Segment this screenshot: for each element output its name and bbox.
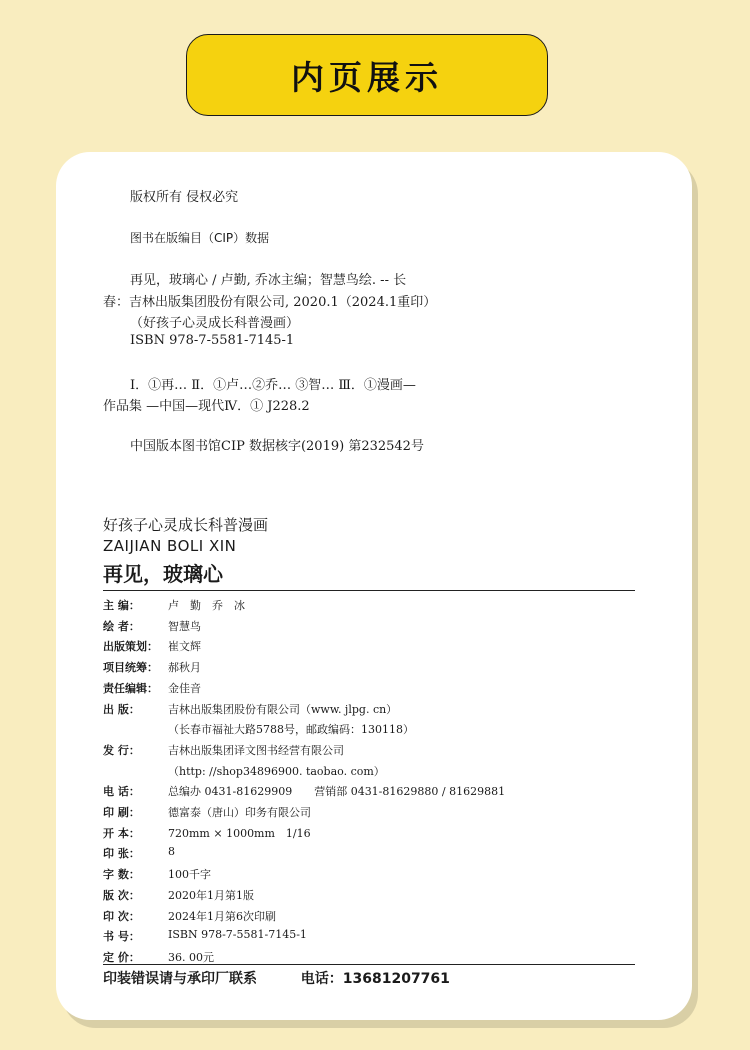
colophon-label: 字 数： xyxy=(103,868,140,881)
colophon-value: 100千字 xyxy=(168,868,211,881)
colophon-row xyxy=(103,659,201,675)
colophon-value: 德富泰（唐山）印务有限公司 xyxy=(168,806,311,819)
colophon-label: 定 价： xyxy=(103,951,140,964)
cip-class-line: Ⅰ．①再… Ⅱ．①卢…②乔… ③智… Ⅲ．①漫画— xyxy=(130,378,416,393)
colophon-row xyxy=(103,804,311,820)
colophon-value: 8 xyxy=(168,845,175,858)
colophon-row xyxy=(103,908,276,924)
colophon-row xyxy=(103,845,175,861)
cip-entry-line: 春：吉林出版集团股份有限公司, 2020.1（2024.1重印） xyxy=(103,295,437,310)
banner-title: 内页展示 xyxy=(291,57,443,97)
colophon-continuation: （http: //shop34896900. taobao. com） xyxy=(168,765,385,778)
colophon-value: 郝秋月 xyxy=(168,661,201,674)
colophon-label: 开 本： xyxy=(103,827,140,840)
colophon-label: 责任编辑： xyxy=(103,682,158,695)
colophon-continuation: （长春市福祉大路5788号，邮政编码：130118） xyxy=(168,723,414,736)
colophon-label: 项目统筹： xyxy=(103,661,158,674)
colophon-value: 吉林出版集团股份有限公司（www. jlpg. cn） xyxy=(168,703,398,716)
colophon-row xyxy=(103,742,344,758)
colophon-row xyxy=(103,825,311,841)
colophon-row xyxy=(103,618,201,634)
colophon-row xyxy=(103,638,201,654)
cip-entry-line: ISBN 978-7-5581-7145-1 xyxy=(130,333,295,348)
colophon-value: 36. 00元 xyxy=(168,951,214,964)
misprint-notice xyxy=(103,968,450,988)
colophon-label: 主 编： xyxy=(103,599,140,612)
cip-entry-line: （好孩子心灵成长科普漫画） xyxy=(130,316,300,331)
colophon-value: 卢 勤 乔 冰 xyxy=(168,599,245,612)
colophon-label: 绘 者： xyxy=(103,620,140,633)
colophon-label: 印 刷： xyxy=(103,806,140,819)
colophon-value: 2020年1月第1版 xyxy=(168,889,254,902)
rights-notice: 版权所有 侵权必究 xyxy=(130,190,239,205)
colophon-row xyxy=(103,949,214,965)
colophon-label: 版 次： xyxy=(103,889,140,902)
colophon-row xyxy=(103,783,505,799)
cip-class-line: 作品集 —中国—现代Ⅳ．① J228.2 xyxy=(103,399,310,414)
colophon-row xyxy=(103,680,201,696)
colophon-label: 电 话： xyxy=(103,785,140,798)
colophon-value: 总编办 0431-81629909 营销部 0431-81629880 / 81629881 xyxy=(168,785,506,798)
colophon-label: 出版策划： xyxy=(103,640,158,653)
misprint-text: 印装错误请与承印厂联系 xyxy=(103,971,257,987)
colophon-value: 720mm × 1000mm 1/16 xyxy=(168,827,311,840)
cip-entry-line: 再见，玻璃心 / 卢勤, 乔冰主编；智慧鸟绘. -- 长 xyxy=(130,273,407,288)
colophon-label: 书 号： xyxy=(103,930,140,943)
colophon-label: 发 行： xyxy=(103,744,140,757)
colophon-row xyxy=(103,597,245,613)
colophon-value: 2024年1月第6次印刷 xyxy=(168,910,276,923)
colophon-value: 吉林出版集团译文图书经营有限公司 xyxy=(168,744,344,757)
colophon-row xyxy=(103,701,397,717)
cip-heading: 图书在版编目（CIP）数据 xyxy=(130,231,270,245)
colophon-value: 金佳音 xyxy=(168,682,201,695)
colophon-value: 崔文辉 xyxy=(168,640,201,653)
section-banner xyxy=(186,34,548,116)
colophon-row xyxy=(103,887,254,903)
colophon-label: 出 版： xyxy=(103,703,140,716)
book-title: 再见，玻璃心 xyxy=(103,562,223,586)
top-divider xyxy=(103,590,635,591)
colophon-value: 智慧鸟 xyxy=(168,620,201,633)
bottom-divider xyxy=(103,964,635,965)
cip-record-number: 中国版本图书馆CIP 数据核字(2019) 第232542号 xyxy=(130,439,424,454)
colophon-value: ISBN 978-7-5581-7145-1 xyxy=(168,928,307,941)
series-name: 好孩子心灵成长科普漫画 xyxy=(103,516,269,534)
title-pinyin: ZAIJIAN BOLI XIN xyxy=(103,537,237,555)
colophon-row xyxy=(103,866,211,882)
misprint-phone: 电话：13681207761 xyxy=(300,971,450,987)
colophon-row xyxy=(103,928,307,944)
colophon-label: 印 张： xyxy=(103,847,140,860)
colophon-label: 印 次： xyxy=(103,910,140,923)
